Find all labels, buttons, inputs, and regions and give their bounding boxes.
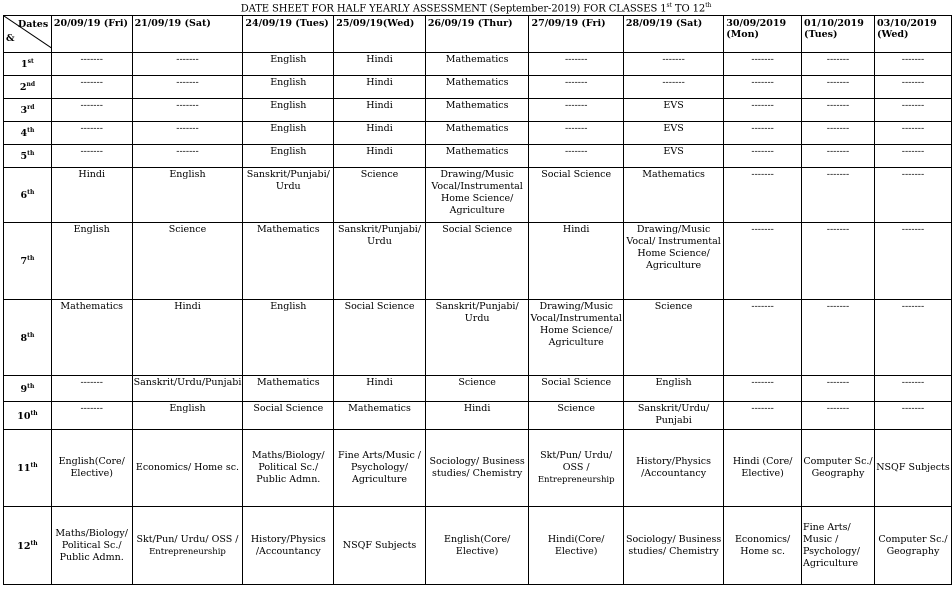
subject-cell: Hindi (51, 168, 132, 223)
subject-cell: ------- (132, 145, 243, 168)
subject-cell: Maths/Biology/ Political Sc./ Public Admn. (51, 507, 132, 585)
entrepreneurship-note: Entrepreneurship (149, 546, 226, 557)
subject-cell: Hindi (334, 376, 426, 402)
subject-cell: Social Science (334, 300, 426, 376)
subject-cell: Hindi (Core/ Elective) (724, 430, 802, 507)
class-label: 4th (4, 122, 52, 145)
subject-cell: Social Science (529, 376, 623, 402)
subject-cell: NSQF Subjects (334, 507, 426, 585)
date-header: 03/10/2019 (Wed) (874, 16, 951, 53)
subject-cell: ------- (802, 145, 875, 168)
subject-cell: ------- (874, 168, 951, 223)
subject-cell: ------- (724, 168, 802, 223)
subject-cell: English (243, 300, 334, 376)
subject-cell: Sanskrit/Punjabi/ Urdu (243, 168, 334, 223)
date-header: 27/09/19 (Fri) (529, 16, 623, 53)
class-row (4, 376, 952, 402)
subject-cell: Sanskrit/Punjabi/ Urdu (334, 223, 426, 300)
subject-cell: Drawing/Music Vocal/Instrumental Home Science/ Agriculture (425, 168, 529, 223)
class-row (4, 402, 952, 430)
class-label: 9th (4, 376, 52, 402)
subject-cell: Hindi (425, 402, 529, 430)
subject-cell: Drawing/Music Vocal/ Instrumental Home Science/ Agriculture (623, 223, 723, 300)
subject-cell: Mathematics (243, 223, 334, 300)
subject-cell: ------- (802, 223, 875, 300)
subject-cell: ------- (724, 99, 802, 122)
subject-cell: Hindi (529, 223, 623, 300)
subject-cell: Social Science (529, 168, 623, 223)
subject-cell: ------- (51, 376, 132, 402)
subject-cell: ------- (529, 145, 623, 168)
subject-cell: Sanskrit/Punjabi/ Urdu (425, 300, 529, 376)
subject-cell: EVS (623, 99, 723, 122)
class-row (4, 76, 952, 99)
subject-cell: ------- (51, 99, 132, 122)
date-header: 20/09/19 (Fri) (51, 16, 132, 53)
class-label: 1st (4, 53, 52, 76)
class-label: 8th (4, 300, 52, 376)
subject-cell: Mathematics (425, 53, 529, 76)
subject-cell: Mathematics (623, 168, 723, 223)
subject-cell: ------- (802, 402, 875, 430)
subject-cell: English (132, 402, 243, 430)
class-label: 10th (4, 402, 52, 430)
subject-cell: Science (425, 376, 529, 402)
subject-cell: Fine Arts/Music / Psychology/ Agriculture (334, 430, 426, 507)
subject-cell: Mathematics (51, 300, 132, 376)
subject-cell: Hindi(Core/ Elective) (529, 507, 623, 585)
subject-cell: ------- (529, 99, 623, 122)
subject-cell: Science (529, 402, 623, 430)
subject-cell: Computer Sc./ Geography (802, 430, 875, 507)
subject-cell: ------- (724, 300, 802, 376)
subject-cell: Mathematics (425, 122, 529, 145)
subject-cell: ------- (51, 76, 132, 99)
class-label: 12th (4, 507, 52, 585)
subject-cell: ------- (802, 53, 875, 76)
subject-cell: ------- (802, 376, 875, 402)
subject-cell: Skt/Pun/ Urdu/ OSS / Entrepreneurship (529, 430, 623, 507)
subject-cell: Sanskrit/Urdu/ Punjabi (623, 402, 723, 430)
subject-cell: English (243, 53, 334, 76)
subject-cell: EVS (623, 145, 723, 168)
subject-cell: ------- (51, 53, 132, 76)
subject-cell: English (623, 376, 723, 402)
subject-cell: Sanskrit/Urdu/Punjabi (132, 376, 243, 402)
class-row (4, 145, 952, 168)
subject-cell: ------- (724, 53, 802, 76)
date-header: 30/09/2019 (Mon) (724, 16, 802, 53)
class-row (4, 507, 952, 585)
dates-label: Dates (18, 19, 49, 30)
subject-cell: ------- (802, 99, 875, 122)
subject-cell: ------- (874, 223, 951, 300)
subject-cell: Social Science (425, 223, 529, 300)
subject-cell: ------- (724, 376, 802, 402)
class-row (4, 300, 952, 376)
subject-cell: Sociology/ Business studies/ Chemistry (623, 507, 723, 585)
subject-cell: Mathematics (425, 99, 529, 122)
subject-cell: ------- (874, 402, 951, 430)
date-header: 01/10/2019 (Tues) (802, 16, 875, 53)
date-header: 24/09/19 (Tues) (243, 16, 334, 53)
class-row (4, 223, 952, 300)
subject-cell: ------- (874, 145, 951, 168)
subject-cell: Skt/Pun/ Urdu/ OSS / Entrepreneurship (132, 507, 243, 585)
page-title: DATE SHEET FOR HALF YEARLY ASSESSMENT (September-2019) FOR CLASSES 1st TO 12th (240, 2, 712, 15)
subject-cell: ------- (874, 53, 951, 76)
subject-cell: ------- (874, 300, 951, 376)
subject-cell: ------- (51, 145, 132, 168)
subject-cell: ------- (802, 76, 875, 99)
subject-cell: ------- (132, 76, 243, 99)
date-header: 26/09/19 (Thur) (425, 16, 529, 53)
subject-cell: ------- (874, 76, 951, 99)
subject-cell: Mathematics (334, 402, 426, 430)
subject-cell: English (132, 168, 243, 223)
subject-cell: Computer Sc./ Geography (874, 507, 951, 585)
subject-cell: ------- (623, 76, 723, 99)
subject-cell: ------- (529, 122, 623, 145)
class-row (4, 99, 952, 122)
subject-cell: Sociology/ Business studies/ Chemistry (425, 430, 529, 507)
class-row (4, 168, 952, 223)
subject-cell: ------- (802, 122, 875, 145)
subject-cell: ------- (874, 99, 951, 122)
subject-cell: ------- (802, 300, 875, 376)
class-row (4, 53, 952, 76)
subject-cell: Science (132, 223, 243, 300)
class-label: 5th (4, 145, 52, 168)
subject-cell: NSQF Subjects (874, 430, 951, 507)
subject-cell: Maths/Biology/ Political Sc./ Public Admn. (243, 430, 334, 507)
subject-cell: ------- (132, 53, 243, 76)
date-header: 25/09/19(Wed) (334, 16, 426, 53)
class-label: 2nd (4, 76, 52, 99)
subject-cell: ------- (724, 122, 802, 145)
subject-cell: Drawing/Music Vocal/Instrumental Home Science/ Agriculture (529, 300, 623, 376)
subject-cell: ------- (132, 122, 243, 145)
subject-cell: ------- (724, 76, 802, 99)
subject-cell: Mathematics (425, 76, 529, 99)
subject-cell: EVS (623, 122, 723, 145)
subject-cell: English (51, 223, 132, 300)
class-label: 3rd (4, 99, 52, 122)
subject-cell: History/Physics /Accountancy (623, 430, 723, 507)
subject-cell: Economics/ Home sc. (132, 430, 243, 507)
amp-label: & (6, 33, 15, 44)
subject-cell: Social Science (243, 402, 334, 430)
subject-cell: Hindi (334, 99, 426, 122)
subject-cell: ------- (874, 122, 951, 145)
subject-cell: Hindi (132, 300, 243, 376)
subject-cell: ------- (623, 53, 723, 76)
subject-cell: ------- (724, 402, 802, 430)
subject-cell: ------- (529, 76, 623, 99)
subject-cell: Fine Arts/ Music / Psychology/ Agriculture (802, 507, 875, 585)
subject-cell: ------- (724, 145, 802, 168)
subject-cell: Mathematics (243, 376, 334, 402)
class-label: 6th (4, 168, 52, 223)
subject-cell: Science (334, 168, 426, 223)
subject-cell: English (243, 76, 334, 99)
header-corner (4, 16, 52, 53)
subject-cell: English (243, 122, 334, 145)
date-sheet-table (3, 15, 952, 585)
subject-cell: ------- (529, 53, 623, 76)
entrepreneurship-note: Entrepreneurship (537, 475, 615, 485)
subject-cell: ------- (802, 168, 875, 223)
date-header: 21/09/19 (Sat) (132, 16, 243, 53)
subject-cell: Hindi (334, 122, 426, 145)
subject-cell: Hindi (334, 53, 426, 76)
subject-cell: ------- (132, 99, 243, 122)
subject-cell: English (243, 99, 334, 122)
class-row (4, 122, 952, 145)
class-label: 11th (4, 430, 52, 507)
subject-cell: Hindi (334, 76, 426, 99)
subject-cell: ------- (51, 122, 132, 145)
subject-cell: ------- (874, 376, 951, 402)
subject-cell: English(Core/ Elective) (425, 507, 529, 585)
subject-cell: ------- (724, 223, 802, 300)
date-header: 28/09/19 (Sat) (623, 16, 723, 53)
class-label: 7th (4, 223, 52, 300)
subject-cell: Hindi (334, 145, 426, 168)
subject-cell: History/Physics /Accountancy (243, 507, 334, 585)
subject-cell: Economics/ Home sc. (724, 507, 802, 585)
subject-cell: ------- (51, 402, 132, 430)
subject-cell: Science (623, 300, 723, 376)
subject-cell: English(Core/ Elective) (51, 430, 132, 507)
class-row (4, 430, 952, 507)
subject-cell: Mathematics (425, 145, 529, 168)
subject-cell: English (243, 145, 334, 168)
